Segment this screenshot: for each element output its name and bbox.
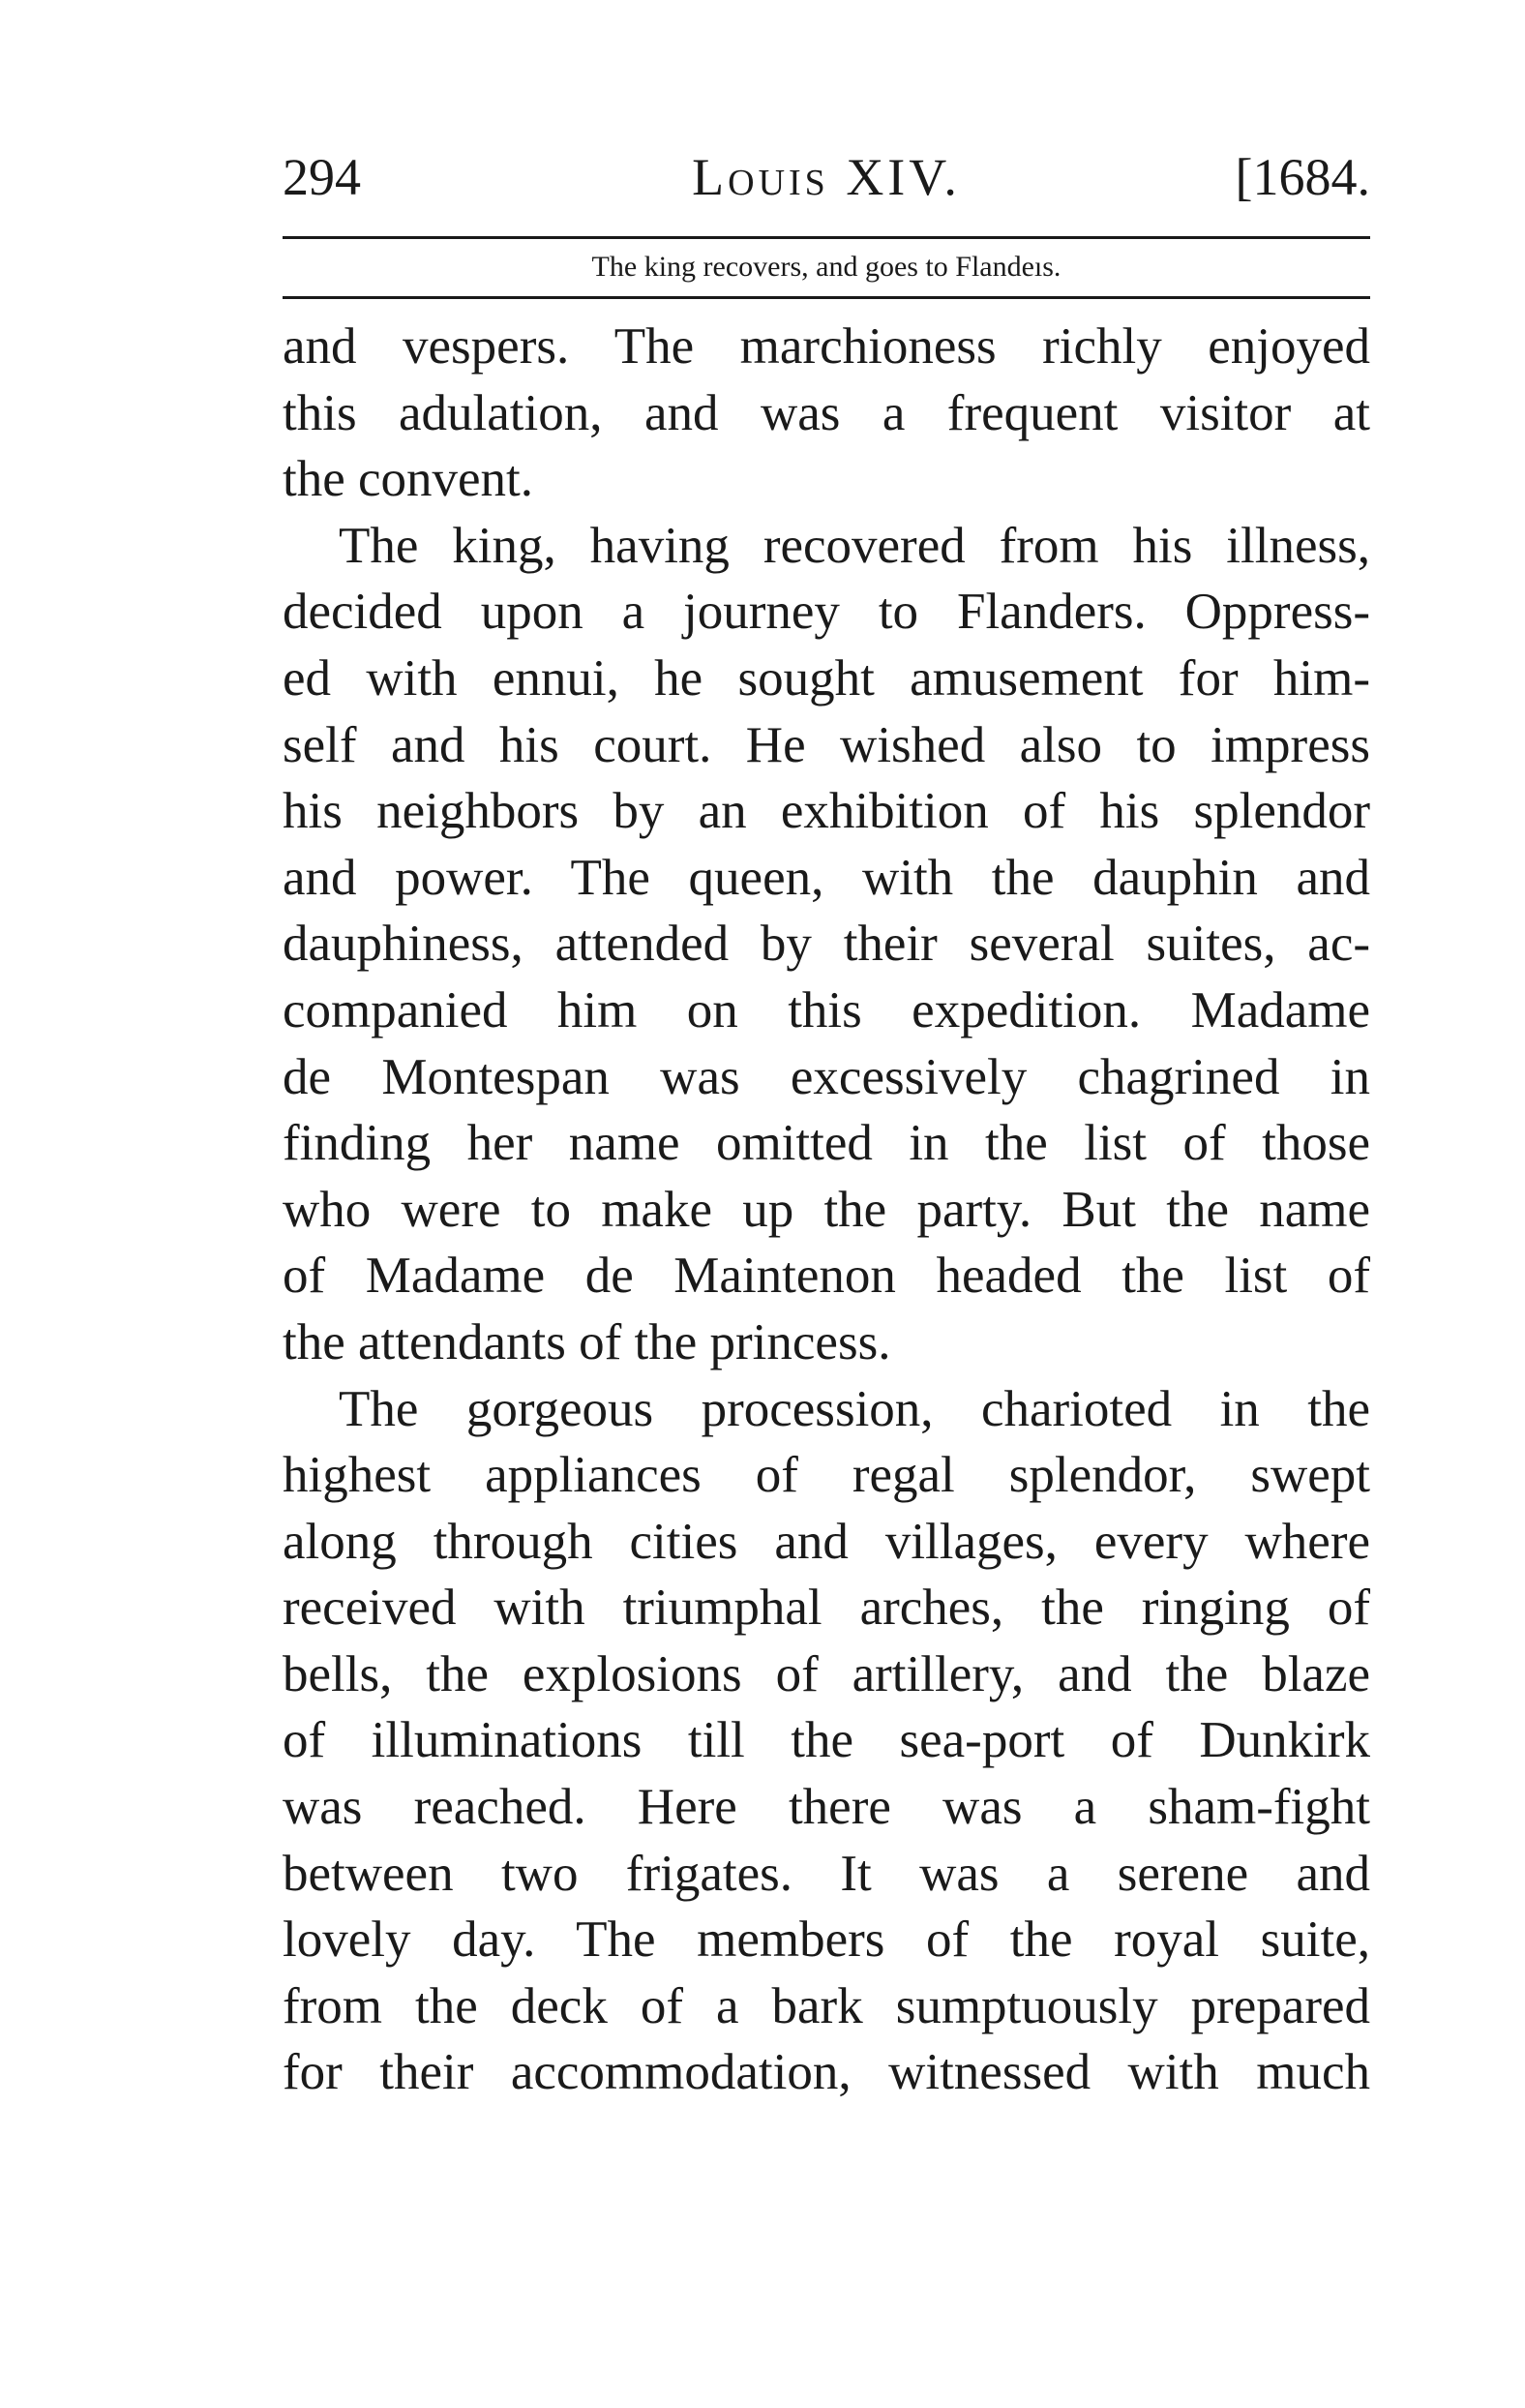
body-text	[283, 314, 1370, 2106]
text-line: along through cities and villages, every where	[283, 1513, 1370, 1570]
text-line: lovely day. The members of the royal suite,	[283, 1911, 1370, 1969]
text-line: from the deck of a bark sumptuously prepared	[283, 1977, 1370, 2034]
page-subheading: The king recovers, and goes to Flandeıs.	[591, 251, 1062, 283]
text-line: his neighbors by an exhibition of his splendor	[283, 783, 1370, 840]
page-number: 294	[283, 148, 361, 206]
book-title: Louis XIV.	[692, 148, 961, 206]
text-line: received with triumphal arches, the ringing of	[283, 1580, 1370, 1637]
text-line: and power. The queen, with the dauphin and	[283, 849, 1370, 906]
text-line: highest appliances of regal splendor, swept	[283, 1447, 1370, 1504]
header-rule-bottom	[283, 296, 1370, 299]
header-rule-top	[283, 236, 1370, 239]
text-line: the convent.	[283, 451, 534, 508]
year-bracket: [1684.	[1235, 148, 1370, 206]
text-line: self and his court. He wished also to impress	[283, 716, 1370, 773]
text-line: this adulation, and was a frequent visitor at	[283, 384, 1370, 441]
text-line: and vespers. The marchioness richly enjoyed	[283, 318, 1370, 375]
text-line: bells, the explosions of artillery, and the blaze	[283, 1645, 1370, 1702]
text-line: The king, having recovered from his illness,	[339, 517, 1370, 574]
text-line: of illuminations till the sea-port of Dunkirk	[283, 1712, 1370, 1769]
text-line: ed with ennui, he sought amusement for him-	[283, 649, 1370, 707]
text-line: decided upon a journey to Flanders. Oppress-	[283, 584, 1370, 641]
text-line: who were to make up the party. But the name	[283, 1181, 1370, 1238]
text-line: finding her name omitted in the list of those	[283, 1115, 1370, 1172]
text-line: companied him on this expedition. Madame	[283, 981, 1370, 1038]
text-line: de Montespan was excessively chagrined in	[283, 1048, 1370, 1105]
text-line: between two frigates. It was a serene and	[283, 1845, 1370, 1902]
text-line: for their accommodation, witnessed with much	[283, 2044, 1370, 2101]
text-line: the attendants of the princess.	[283, 1313, 891, 1370]
text-line: of Madame de Maintenon headed the list of	[283, 1248, 1370, 1305]
text-line: was reached. Here there was a sham-fight	[283, 1779, 1370, 1836]
text-line: The gorgeous procession, charioted in the	[339, 1380, 1370, 1437]
text-line: dauphiness, attended by their several suites, ac-	[283, 916, 1370, 973]
running-head	[283, 143, 1370, 211]
